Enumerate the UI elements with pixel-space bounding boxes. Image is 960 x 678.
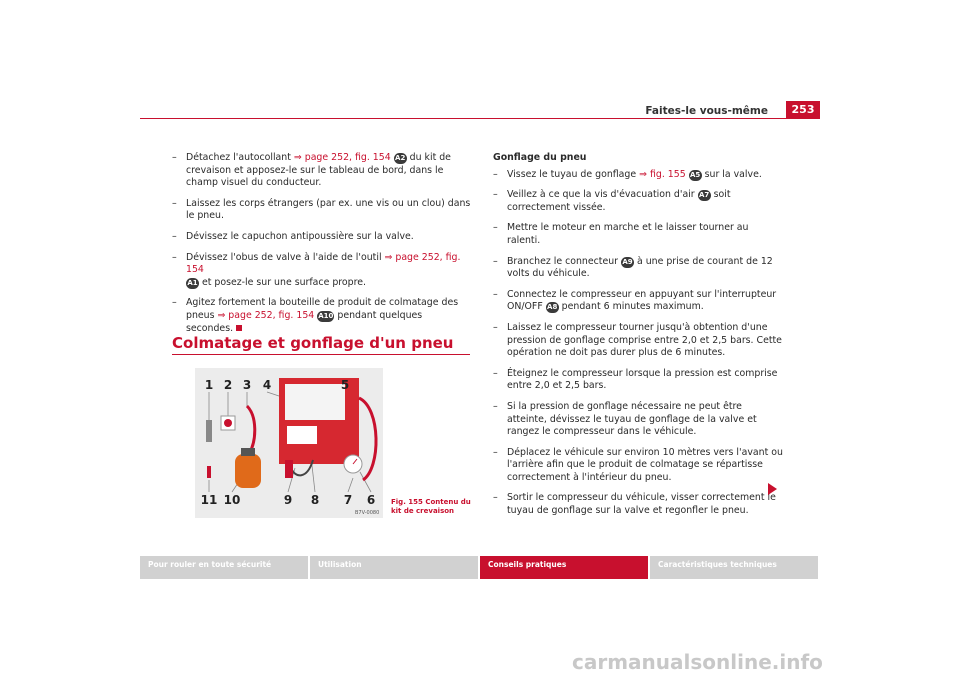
callout-badge: A1	[187, 278, 198, 287]
figure-label: 1	[204, 378, 214, 392]
figure-label: 9	[283, 493, 293, 507]
list-item: – Branchez le connecteur A9 à une prise de courant de 12 volts du véhicule.	[493, 255, 773, 280]
kit-drawing	[195, 368, 383, 518]
page-reference-link[interactable]: ⇒ page 252, fig. 154	[293, 152, 391, 163]
left-column	[172, 152, 472, 343]
page-reference-link[interactable]: ⇒ page 252, fig. 154	[217, 309, 315, 321]
watermark: carmanualsonline.info	[572, 650, 823, 674]
callout-badge: A9	[622, 257, 633, 266]
list-item: – Mettre le moteur en marche et le laisser tourner au ralenti.	[493, 222, 749, 246]
footer-tab-practical-advice[interactable]: Conseils pratiques	[480, 556, 648, 579]
continue-arrow-icon[interactable]	[768, 483, 777, 495]
list-item: – Si la pression de gonflage nécessaire ne peut être atteinte, dévissez le tuyau de gonflage de la valve et rangez le compresseur dans le véhicule.	[493, 400, 757, 438]
figure-label: 7	[343, 493, 353, 507]
figure-label: 11	[200, 493, 218, 507]
footer-tab-technical-specs[interactable]: Caractéristiques techniques	[650, 556, 818, 579]
figure-label: 8	[310, 493, 320, 507]
power-plug	[285, 460, 293, 478]
callout-badge: A7	[698, 191, 710, 200]
header-rule	[140, 118, 820, 119]
right-column	[493, 152, 783, 526]
list-item: – Détachez l'autocollant ⇒ page 252, fig. 154 A2 du kit de crevaison et apposez-le sur le tableau de bord, dans le champ visuel du conducteur.	[172, 152, 451, 189]
callout-badge: A5	[690, 170, 701, 179]
callout-badge: A2	[395, 154, 406, 162]
list-item: – Laissez les corps étrangers (par ex. une vis ou un clou) dans le pneu.	[172, 197, 471, 222]
figure-label: 10	[223, 493, 241, 507]
list-item: – Connectez le compresseur en appuyant sur l'interrupteur ON/OFF A8 pendant 6 minutes maximum.	[493, 288, 777, 313]
subsection-heading: Gonflage du pneu	[493, 152, 587, 163]
footer-tab-safety[interactable]: Pour rouler en toute sécurité	[140, 556, 308, 579]
list-item: – Dévissez le capuchon antipoussière sur la valve.	[172, 230, 414, 242]
callout-badge: A8	[547, 303, 558, 312]
callout-badge: A10	[318, 311, 334, 320]
section-rule	[172, 354, 470, 355]
figure-label: 3	[242, 378, 252, 392]
list-item: – Déplacez le véhicule sur environ 10 mètres vers l'avant ou l'arrière afin que le produit de colmatage se répartisse correctement à l'intérieur du pneu.	[493, 446, 783, 483]
list-item: – Éteignez le compresseur lorsque la pression est comprise entre 2,0 et 2,5 bars.	[493, 367, 778, 392]
footer-nav	[140, 556, 820, 579]
valve-tool	[206, 420, 212, 442]
figure-caption: Fig. 155 Contenu du kit de crevaison	[391, 498, 471, 515]
figure-label: 5	[340, 378, 350, 392]
list-item: – Laissez le compresseur tourner jusqu'à obtention d'une pression de gonflage comprise entre 2,0 et 2,5 bars. Cette opération ne doit pas durer plus de 6 minutes.	[493, 321, 782, 359]
puncture-kit-illustration	[195, 368, 383, 518]
page-number: 253	[786, 101, 820, 119]
end-of-section-mark	[236, 325, 242, 331]
figure-label: 2	[223, 378, 233, 392]
figure-label: 6	[366, 493, 376, 507]
list-item: – Sortir le compresseur du véhicule, visser correctement le tuyau de gonflage sur la valve et regonfler le pneu.	[493, 492, 776, 517]
footer-tab-usage[interactable]: Utilisation	[310, 556, 478, 579]
header-title: Faites-le vous-même	[645, 105, 768, 117]
section-heading: Colmatage et gonflage d'un pneu	[172, 334, 454, 352]
page-reference-link[interactable]: ⇒ page 252, fig. 154	[186, 251, 461, 276]
sealant-bottle	[235, 454, 261, 488]
list-item: – Veillez à ce que la vis d'évacuation d'air A7 soit correctement vissée.	[493, 189, 731, 213]
list-item: – Dévissez l'obus de valve à l'aide de l'outil ⇒ page 252, fig. 154 A1 et posez-le sur une surface propre.	[172, 251, 461, 288]
figure-label: 4	[262, 378, 272, 392]
figure-code: B7V-0080	[355, 510, 380, 516]
list-item: – Agitez fortement la bouteille de produit de colmatage des pneus ⇒ page 252, fig. 154 A10 pendant quelques secondes.	[172, 297, 459, 334]
figure-reference-link[interactable]: ⇒ fig. 155	[639, 168, 686, 180]
list-item: – Vissez le tuyau de gonflage ⇒ fig. 155 A5 sur la valve.	[493, 168, 762, 180]
